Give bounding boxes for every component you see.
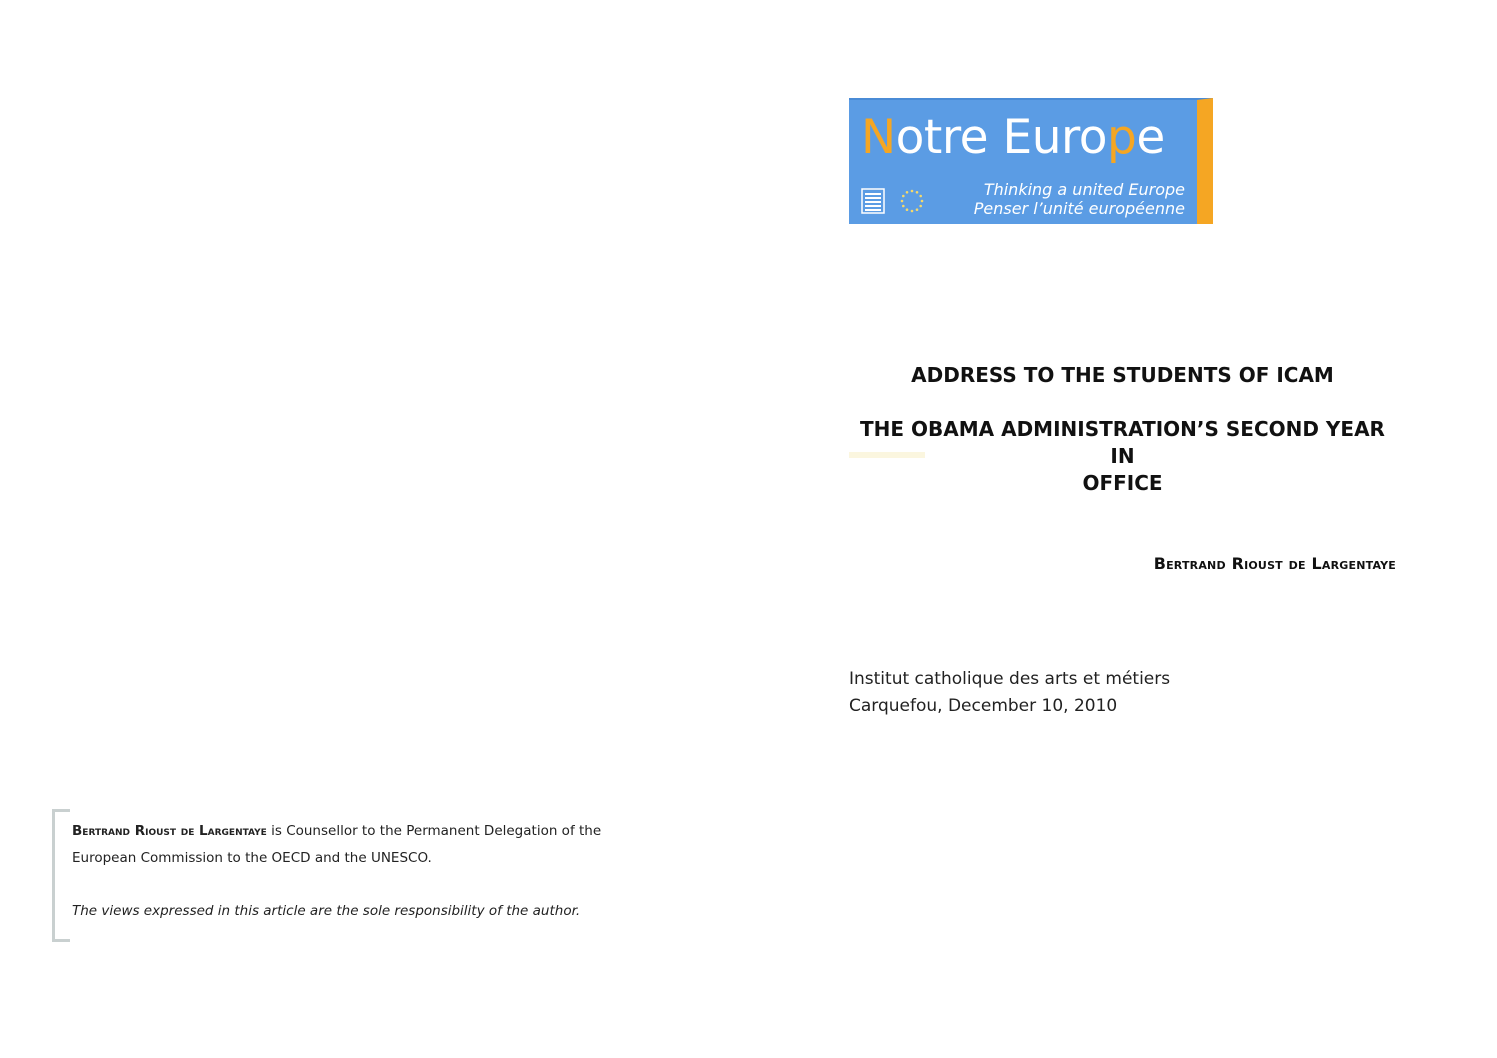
author-bio — [72, 818, 632, 925]
document-subtitle-line1: THE OBAMA ADMINISTRATION’S SECOND YEAR IN — [860, 417, 1385, 468]
logo-wordmark-accent: p — [1107, 110, 1137, 165]
venue-institution: Institut catholique des arts et métiers — [849, 669, 1171, 689]
bio-author-name: Bertrand Rioust de Largentaye — [72, 823, 267, 839]
logo-tagline-fr: Penser l’unité européenne — [973, 199, 1185, 218]
eu-stars-icon — [899, 188, 925, 214]
document-subtitle — [849, 416, 1396, 497]
document-icon — [861, 188, 885, 214]
bio-paragraph — [72, 818, 632, 872]
logo-tagline — [927, 180, 1185, 218]
venue-place-date: Carquefou, December 10, 2010 — [849, 696, 1118, 716]
bio-text: is Counsellor to the Permanent Delegation of the European Commission to the OECD and the UNESCO. — [72, 823, 602, 866]
bio-bracket — [52, 809, 70, 942]
bio-disclaimer: The views expressed in this article are the sole responsibility of the author. — [72, 903, 581, 919]
document-subtitle-line2: OFFICE — [1082, 471, 1163, 495]
author-name: Bertrand Rioust de Largentaye — [1153, 554, 1396, 573]
document-title: ADDRESS TO THE STUDENTS OF ICAM — [911, 363, 1334, 387]
notre-europe-logo — [849, 98, 1213, 224]
venue-block — [849, 666, 1170, 720]
logo-wordmark-initial: N — [861, 110, 896, 165]
highlight-mark — [849, 452, 925, 458]
logo-tagline-en: Thinking a united Europe — [983, 180, 1185, 199]
logo-wordmark — [861, 110, 1165, 165]
logo-wordmark-mid: otre Euro — [895, 110, 1108, 165]
logo-wordmark-suffix: e — [1136, 110, 1165, 165]
